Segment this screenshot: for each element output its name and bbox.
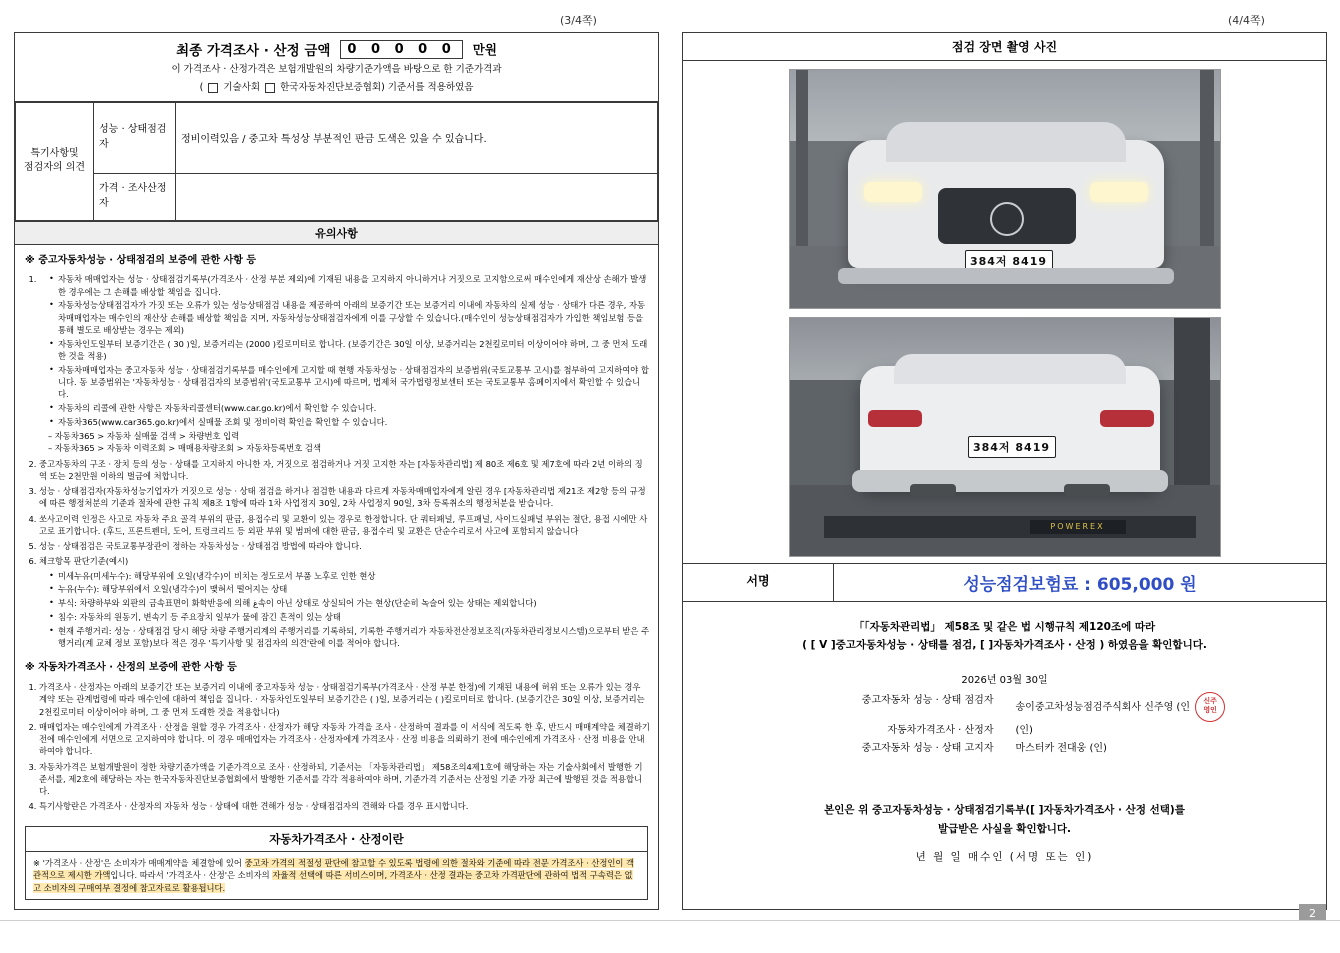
notice-body xyxy=(15,245,658,820)
list-item: • 자동차성능상태점검자가 가짓 또는 오류가 있는 성능상태점검 내용을 제공하여 아래의 보증기간 또는 보증거리 이내에 자동차의 실제 성능 · 상태가 다른 경우, 자동차매매업자는 매수인의 재산상 손해를 배상할 책임을 지며, 자동차성능상태점검자에게 이를 구상할 수 있습니다.(매수인이 성능상태점검자가 가입한 책임보험 등을 통해 별도로 배상받는 경우는 제외) xyxy=(49,299,650,336)
list-item: • 부식: 차량하부와 외판의 금속표면이 화학반응에 의해 غ속이 아닌 상태로 상실되어 가는 현상(단순히 녹슬어 있는 상태는 제외합니다) xyxy=(49,597,650,609)
list-item: • 자동차365(www.car365.go.kr)에서 실매물 조회 및 정비이력 확인을 확인할 수 있습니다. xyxy=(49,416,650,428)
signer-list xyxy=(683,692,1326,759)
signature-date: 2026년 03월 30일 xyxy=(961,674,1048,686)
page-number-badge: 2 xyxy=(1299,904,1326,923)
remarks-table xyxy=(15,102,658,221)
list-item: • 침수: 자동차의 원동기, 변속기 등 주요장치 일부가 물에 잠긴 흔적이 있는 상태 xyxy=(49,611,650,623)
section1-title: ※ 중고자동차성능 · 상태점검의 보증에 관한 사항 등 xyxy=(25,254,257,266)
buyer-signature-line: 년 월 일 매수인 (서명 또는 인) xyxy=(915,850,1094,863)
list-item: 2. 매매업자는 매수인에게 가격조사 · 산정을 원할 경우 가격조사 · 산정자가 해당 자동차 가격을 조사 · 산정하여 결과를 이 서식에 적도록 한 후, 반드시 매매계약을 체결하기 전에 매수인에게 서면으로 고지하여야 합니다. 이 경우 매매업자는 가격조사 · 산정자에게 가격조사 · 산정 비용을 의뢰하기 전에 매수인에게 가격조사 · 산정 비용을 안내하여야 합니다. xyxy=(39,721,650,758)
label-engineer-society: 기술사회 xyxy=(223,82,261,94)
list-item xyxy=(39,273,650,454)
list-item: 3. 자동차가격은 보험개발원이 정한 차량기준가액을 기준가격으로 조사 · 산정하되, 기준서는 「자동차관리법」 제58조의4제1호에 해당하는 자는 기술사회에서 발행한 기준서를, 제2호에 해당하는 자는 한국자동차진단보증협회에서 발행한 기준서를 각각 적용하여야 하며, 기준가격 기준서는 산정일 기준 가장 최근에 발행된 것을 적용합니다. xyxy=(39,761,650,798)
definition-part1: ※ '가격조사 · 산정'은 소비자가 매매계약을 체결함에 있어 xyxy=(33,857,245,868)
final-price-header xyxy=(15,33,658,102)
list-item: 4. 특기사항란은 가격조사 · 산정자의 자동차 성능 · 상태에 대한 견해가 성능 · 상태점검자의 견해와 다를 경우 표시합니다. xyxy=(39,800,650,812)
legal-line-2: ( [ V ]중고자동차성능 · 상태를 점검, [ ]자동차가격조사 · 산정 ) 하였음을 확인합니다. xyxy=(802,639,1207,652)
list-item: 4. 쏘사고이력 인정은 사고로 자동차 주요 골격 부위의 판금, 용접수리 및 교환이 있는 경우로 한정합니다. 단 쿼터패널, 루프패널, 사이드실패널 부위는 절단, 용접 시에만 사고로 표기합니다. (후드, 프론트펜더, 도어, 트렁크리드 등 외판 부위 및 범퍼에 대한 판금, 용접수리 및 교환은 단순수리로서 사고에 포함되지 않습니다 xyxy=(39,513,650,538)
remarks-sublabel-inspector: 성능 · 상태점검자 xyxy=(94,102,176,173)
list-item: 1. 가격조사 · 산정자는 아래의 보증기간 또는 보증거리 이내에 중고자동차 성능 · 상태점검기록부(가격조사 · 산정 부분 한정)에 기재된 내용에 허위 또는 오류가 있는 경우 계약 또는 관계법령에 따라 매수인에 대하여 책임을 집니다. · 자동차인도일부터 보증기간은 ( )일, 보증거리는 ( )킬로미터로 합니다. (보증기간은 30일 이상, 보증거리는 2천킬로미터 이상이어야 하며, 그 중 먼저 도래한 것을 적용합니다) xyxy=(39,681,650,718)
inspection-photo-front xyxy=(789,69,1221,309)
remarks-value-appraiser[interactable] xyxy=(176,173,658,220)
inspection-insurance-fee: 성능점검보험료 : 605,000 원 xyxy=(963,575,1197,595)
footer-bar xyxy=(0,920,1340,953)
remarks-sublabel-appraiser: 가격 · 조사산정자 xyxy=(94,173,176,220)
license-plate-front: 384저 8419 xyxy=(965,250,1053,272)
signer-name: 마스터카 전대웅 (인) xyxy=(1015,743,1107,755)
sub-note: – 자동차365 > 자동차 이력조회 > 매매용차량조회 > 자동차등록번호 검색 xyxy=(48,443,321,454)
paren-open: ( xyxy=(199,82,204,94)
confirm-line-1: 본인은 위 중고자동차성능 · 상태점검기록부([ ]자동차가격조사 · 산정 선택)를 xyxy=(824,803,1185,816)
list-item: • 자동차매매업자는 중고자동차 성능 · 상태점검기록부를 매수인에게 고지할 때 현행 자동차성능 · 상태점검자의 보증범위(국토교통부 고시)를 첨부하여 고지하여야 합니다. 동 보증범위는 '자동차성능 · 상태점검자의 보증범위'(국토교통부 고시)에 따르며, 법제처 국가법령정보센터 또는 국토교통부 홈페이지에서 확인할 수 있습니다. xyxy=(49,364,650,401)
signature-label: 서명 xyxy=(683,564,834,601)
signer-role: 중고자동차 성능 · 상태 고지자 xyxy=(861,743,994,755)
photo-gallery xyxy=(683,61,1326,563)
page-marker-left: (3/4쪽) xyxy=(560,14,597,27)
definition-title: 자동차가격조사 · 산정이란 xyxy=(26,827,647,852)
section2-title: ※ 자동차가격조사 · 산정의 보증에 관한 사항 등 xyxy=(25,662,237,674)
list-item: • 미세누유(미세누수): 해당부위에 오일(냉각수)이 비치는 정도로서 부품 노후로 인한 현상 xyxy=(49,570,650,582)
sub-note: – 자동차365 > 자동차 실매물 검색 > 차량번호 입력 xyxy=(48,430,240,441)
page-marker-right: (4/4쪽) xyxy=(1228,14,1265,27)
list-item: 5. 성능 · 상태점검은 국토교통부장관이 정하는 자동차성능 · 상태점검 방법에 따라야 합니다. xyxy=(39,540,650,552)
checkbox-engineer-society[interactable] xyxy=(208,83,218,93)
legal-statement xyxy=(683,602,1326,661)
signer-name-text: 송이중고차성능점검주식회사 신주영 (인 xyxy=(1015,701,1190,713)
list-item: • 자동차인도일부터 보증기간은 ( 30 )일, 보증거리는 (2000 )킬로미터로 합니다. (보증기간은 30일 이상, 보증거리는 2천킬로미터 이상이어야 하며, 그 중 먼저 도래한 것을 적용) xyxy=(49,338,650,363)
signer-row xyxy=(683,692,1326,722)
final-price-sub2 xyxy=(19,81,654,95)
inspection-photo-rear: 384저 8419 POWEREX xyxy=(789,317,1221,557)
remarks-row-label: 특기사항및 점검자의 의견 xyxy=(16,102,94,220)
definition-body xyxy=(26,852,647,899)
definition-box xyxy=(25,826,648,900)
signature-fee-row xyxy=(683,563,1326,602)
legal-line-1: 「「자동차관리법」 제58조 및 같은 법 시행규칙 제120조에 따라 xyxy=(853,621,1156,633)
final-price-unit: 만원 xyxy=(472,42,497,57)
label-kaida: 한국자동차진단보증협회) 기준서를 적용하였음 xyxy=(280,82,474,94)
list-item: 2. 중고자동차의 구조 · 장치 등의 성능 · 상태를 고지하지 아니한 자, 거짓으로 점검하거나 거짓 고지한 자는 [자동차관리법] 제 80조 제6호 및 제7호에 따라 2년 이하의 징역 또는 2천만원 이하의 벌금에 처합니다. xyxy=(39,458,650,483)
signer-role: 자동차가격조사 · 산정자 xyxy=(887,724,994,736)
list-item-label: 체크항목 판단기준(예시) xyxy=(39,556,129,567)
notice-bar: 유의사항 xyxy=(15,221,658,245)
license-plate-rear: 384저 8419 xyxy=(968,436,1056,458)
final-price-title: 최종 가격조사 · 산정 금액 xyxy=(176,43,331,59)
right-page-sheet xyxy=(682,32,1327,910)
section2-list xyxy=(39,681,650,813)
signer-role: 중고자동차 성능 · 상태 점검자 xyxy=(861,694,994,706)
list-item: • 누유(누수): 해당부위에서 오일(냉각수)이 맺혀서 떨어지는 상태 xyxy=(49,583,650,595)
definition-highlight1: 중고차 가격의 적절성 판단에 참고할 수 있도록 법령에 의한 절차와 기준에 따라 전문 가격조사 · 산정인이 객관적으로 제시한 가액 xyxy=(33,857,635,881)
definition-highlight3: 법적 구속력은 없고 소비자의 구매여부 결정에 참고자료로 활용됩니다. xyxy=(33,870,633,893)
final-price-amount: 0 0 0 0 0 xyxy=(340,40,462,59)
confirm-line-2: 발급받은 사실을 확인합니다. xyxy=(937,822,1071,835)
list-item: • 1. 자동차 매매업자는 성능 · 상태점검기록부(가격조사 · 산정 부분 제외)에 기재된 내용을 고지하지 아니하거나 거짓으로 고지함으로써 매수인에게 재산상 손해가 발생한 경우에는 그 손해를 배상할 책임을 집니다. xyxy=(49,273,650,298)
photo-section-header: 점검 장면 촬영 사진 xyxy=(683,33,1326,61)
list-item: • 현재 주행거리: 성능 · 상태점검 당시 해당 차량 주행거리계의 주행거리를 기록하되, 기록한 주행거리가 자동차전산정보조직(자동차관리정보시스템)으로부터 받은 주행거리(계 교체 정보 포함)보다 적은 경우 '특기사항 및 점검자의 의견'란에 이를 적어야 합니다. xyxy=(49,625,650,650)
definition-highlight2: 자율적 선택에 따른 서비스이며, 가격조사 · 산정 결과는 중고차 가격판단에 관하여 xyxy=(272,870,572,881)
list-item xyxy=(39,555,650,649)
seal-stamp-icon: 신주 영인 xyxy=(1195,692,1225,722)
definition-part2: 입니다. 따라서 '가격조사 · 산정'은 소비자의 xyxy=(110,870,273,881)
left-page-sheet xyxy=(14,32,659,910)
buyer-confirmation xyxy=(683,801,1326,839)
list-item: • 자동차의 리콜에 관한 사항은 자동차리콜센터(www.car.go.kr)에서 확인할 수 있습니다. xyxy=(49,402,650,414)
signer-name xyxy=(1016,692,1266,722)
checkbox-kaida[interactable] xyxy=(265,83,275,93)
signer-row xyxy=(683,740,1326,759)
list-item: 3. 성능 · 상태점검자(자동차성능기업자가 거짓으로 성능 · 상태 점검을 하거나 점검한 내용과 다르게 자동차매매업자에게 알린 경우 [자동차관리법 제21조 제2항 등의 규정에 따른 행정처분의 기준과 절차에 관한 규칙 제8조 1항에 따라 1차 사업정지 30일, 2차 사업정지 90일, 3차 등록취소의 행정처분을 받습니다. xyxy=(39,485,650,510)
section1-list xyxy=(39,273,650,649)
signer-row xyxy=(683,722,1326,741)
signer-name: (인) xyxy=(1015,724,1033,736)
remarks-value-inspector[interactable]: 정비이력있음 / 중고차 특성상 부분적인 판금 도색은 있을 수 있습니다. xyxy=(176,102,658,173)
final-price-sub1: 이 가격조사 · 산정가격은 보험개발원의 차량기준가액을 바탕으로 한 기준가격과 xyxy=(171,64,502,75)
